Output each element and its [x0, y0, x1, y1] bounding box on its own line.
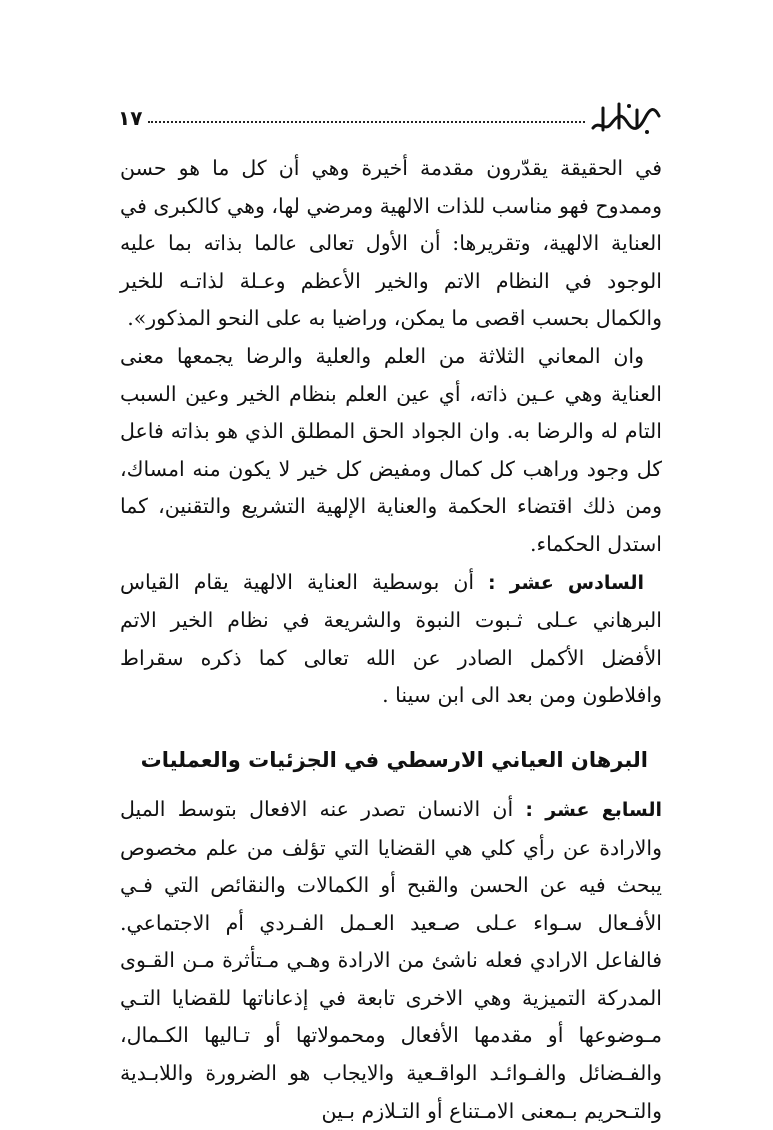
page-header: [118, 98, 661, 138]
paragraph-4-lead: السابع عشر :: [525, 798, 662, 821]
paragraph-2: وان المعاني الثلاثة من العلم والعلية والرضا يجمعها معنى العناية وهي عـين ذاته، أي عين العلم بنظام الخير وعين السبب التام له والرضا به. وان الجواد الحق المطلق الذي هو بذاته فاعل كل وجود وراهب كل كمال ومفيض كل خير لا يكون منه امساك، ومن ذلك اقتضاء الحكمة والعناية الإلهية التشريع والتقنين، كما استدل الحكماء.: [120, 343, 662, 556]
header-dotted-leader: [148, 121, 585, 123]
paragraph-4-text: أن الانسان تصدر عنه الافعال بتوسط الميل والارادة عن رأي كلي هي القضايا التي تؤلف من علم مخصوص يبحث فيه عن الحسن والقبح أو الكمالات والنقائص التي فـي الأفـعال سـواء عـلى صـعيد العـمل الفـردي أم الاجتماعي. فالفاعل الارادي فعله ناشئ من الارادة وهـي مـتأثرة مـن القـوى المدركة التميزية وهي الاخرى تابعة في إذعاناتها للقضايا التـي مـوضوعها أو مقدمها الأفعال ومحمولاتها أو تـاليها الكـمال، والفـضائل والفـوائـد الواقـعية والايجاب هو الضرورة واللابـدية والتـحريم بـمعنى الامـتناع أو التـلازم بـين: [120, 796, 662, 1123]
paragraph-3-text: أن بوسطية العناية الالهية يقام القياس البرهاني عـلى ثـبوت النبوة والشريعة في نظام الخير الاتم الأفضل الأكمل الصادر عن الله تعالى كما ذكره سقراط وافلاطون ومن بعد الى ابن سينا .: [120, 569, 662, 708]
body-text: [120, 150, 662, 1130]
paragraph-3-lead: السادس عشر :: [488, 571, 644, 594]
paragraph-3: [120, 564, 662, 715]
calligraphic-logo-icon: [589, 98, 661, 138]
page-number: ١٧: [118, 106, 143, 130]
paragraph-1: في الحقيقة يقدّرون مقدمة أخيرة وهي أن كل ما هو حسن وممدوح فهو مناسب للذات الالهية ومرضي لها، وهي كالكبرى في العناية الالهية، وتقريرها: أن الأول تعالى عالما بذاته بما عليه الوجود في النظام الاتم والخير الأعظم وعـلة لذاتـه للخير والكمال بحسب اقصى ما يمكن، وراضيا به على النحو المذكور».: [120, 156, 662, 331]
section-heading: البرهان العياني الارسطي في الجزئيات والعمليات: [140, 747, 648, 772]
paragraph-4: [120, 791, 662, 1130]
